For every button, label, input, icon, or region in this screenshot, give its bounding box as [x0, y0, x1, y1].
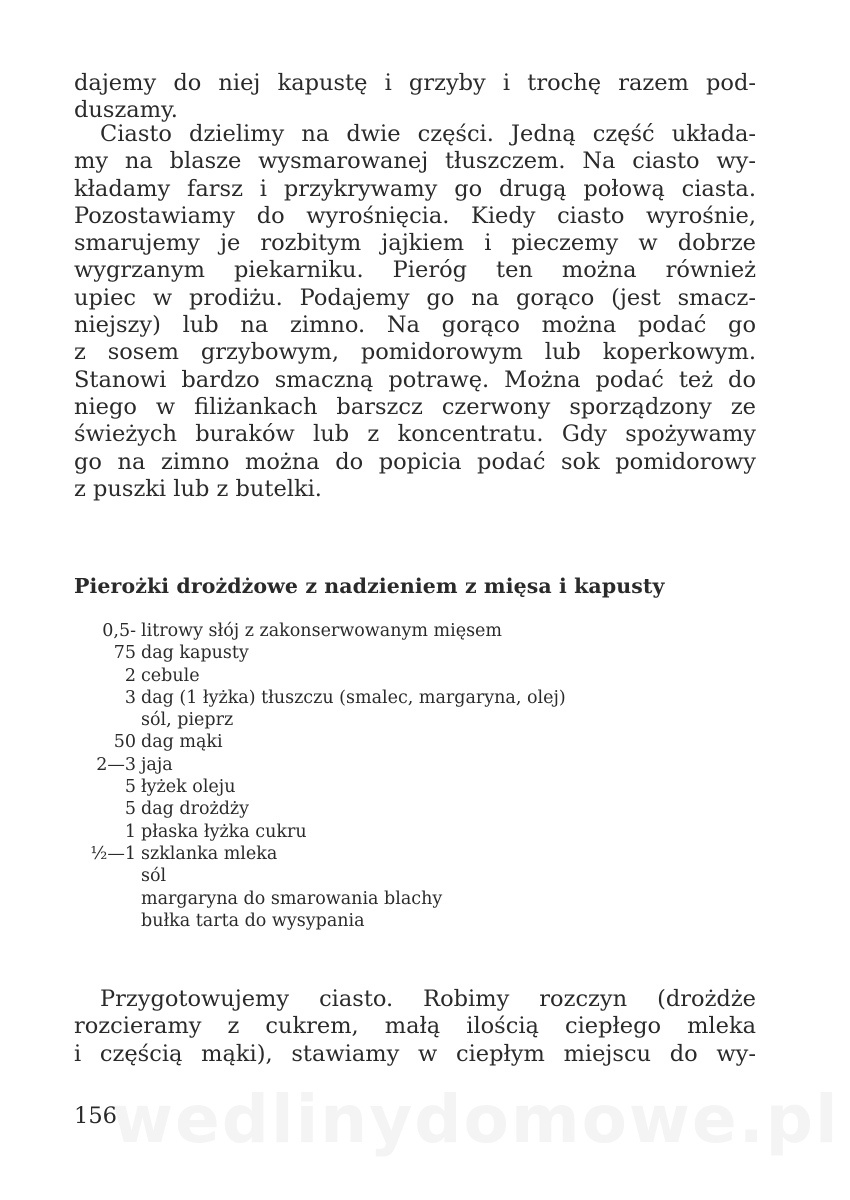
ingredient-description: litrowy słój z zakonserwowanym mięsem — [141, 621, 503, 641]
recipe-title: Pierożki drożdżowe z nadzieniem z mięsa i kapusty — [74, 574, 665, 598]
text-line: świeżych buraków lub z koncentratu. Gdy spożywamy — [74, 421, 756, 448]
ingredients-list — [74, 620, 714, 932]
ingredient-quantity: 5 — [124, 777, 136, 798]
ingredient-item — [74, 731, 714, 753]
ingredient-item — [74, 665, 714, 687]
ingredient-item — [74, 843, 714, 865]
ingredient-description: sól — [141, 866, 167, 887]
ingredient-quantity — [74, 910, 141, 932]
paragraph-dough-preparation — [74, 986, 756, 1068]
text-line: duszamy. — [74, 97, 178, 124]
ingredient-description: szklanka mleka — [141, 843, 278, 864]
text-line: Stanowi bardzo smaczną potrawę. Można podać też do — [74, 366, 756, 393]
ingredient-description: sól, pieprz — [141, 710, 234, 731]
ingredient-quantity: 5 — [124, 799, 136, 820]
ingredient-quantity: 50 — [113, 732, 136, 753]
ingredient-item — [74, 776, 714, 798]
text-line: z sosem grzybowym, pomidorowym lub koperkowym. — [74, 339, 756, 366]
ingredient-description: jaja — [141, 754, 173, 775]
ingredient-quantity: 2—3 — [96, 754, 136, 775]
ingredient-description: płaska łyżka cukru — [141, 821, 307, 842]
text-line: rozcieramy z cukrem, małą ilością ciepłego mleka — [74, 1013, 756, 1040]
ingredient-quantity — [74, 865, 141, 887]
text-line: kładamy farsz i przykrywamy go drugą połową ciasta. — [74, 175, 756, 202]
text-line: Ciasto dzielimy na dwie części. Jedną część układa- — [100, 121, 756, 147]
text-line: my na blasze wysmarowanej tłuszczem. Na ciasto wy- — [74, 148, 756, 175]
ingredient-item — [74, 798, 714, 820]
text-line: i częścią mąki), stawiamy w ciepłym miejscu do wy- — [74, 1040, 756, 1067]
text-line: Pozostawiamy do wyrośnięcia. Kiedy ciasto wyrośnie, — [74, 202, 756, 229]
ingredient-description: bułka tarta do wysypania — [141, 910, 365, 931]
ingredient-item — [74, 620, 714, 642]
ingredient-description: cebule — [141, 665, 200, 686]
ingredient-item — [74, 709, 714, 731]
text-line: Przygotowujemy ciasto. Robimy rozczyn (drożdże — [100, 986, 756, 1012]
text-line: smarujemy je rozbitym jajkiem i pieczemy w dobrze — [74, 230, 756, 257]
ingredient-item — [74, 888, 714, 910]
ingredient-description: dag mąki — [141, 732, 223, 753]
text-line: niejszy) lub na zimno. Na gorąco można podać go — [74, 312, 756, 339]
ingredient-item — [74, 642, 714, 664]
ingredient-description: dag kapusty — [141, 643, 249, 664]
ingredient-quantity: 2 — [124, 665, 136, 686]
ingredient-item — [74, 754, 714, 776]
ingredient-quantity — [74, 709, 141, 731]
ingredient-item — [74, 865, 714, 887]
text-line: dajemy do niej kapustę i grzyby i trochę razem pod- — [74, 70, 756, 96]
ingredient-item — [74, 821, 714, 843]
ingredient-quantity: ½—1 — [90, 843, 136, 864]
page-number: 156 — [74, 1103, 117, 1129]
ingredient-quantity: 1 — [124, 821, 136, 842]
watermark: wedlinydomowe.pl — [112, 1081, 840, 1158]
ingredient-quantity — [74, 888, 141, 910]
text-line: z puszki lub z butelki. — [74, 475, 322, 502]
text-line: wygrzanym piekarniku. Pieróg ten można również — [74, 257, 756, 284]
ingredient-quantity: 75 — [113, 643, 136, 664]
ingredient-quantity: 3 — [124, 687, 136, 708]
ingredient-item — [74, 910, 714, 932]
ingredient-description: dag drożdży — [141, 799, 250, 820]
ingredient-description: margaryna do smarowania blachy — [141, 888, 443, 909]
text-line: go na zimno można do popicia podać sok pomidorowy — [74, 448, 756, 475]
ingredient-quantity: 0,5- — [102, 621, 136, 641]
paragraph-baking-instructions — [74, 121, 756, 503]
ingredient-item — [74, 687, 714, 709]
text-line: niego w filiżankach barszcz czerwony sporządzony ze — [74, 393, 756, 420]
paragraph-continuation — [74, 70, 756, 125]
text-line: upiec w prodiżu. Podajemy go na gorąco (jest smacz- — [74, 284, 756, 311]
ingredient-description: dag (1 łyżka) tłuszczu (smalec, margaryna, olej) — [141, 687, 566, 708]
ingredient-description: łyżek oleju — [141, 777, 236, 798]
